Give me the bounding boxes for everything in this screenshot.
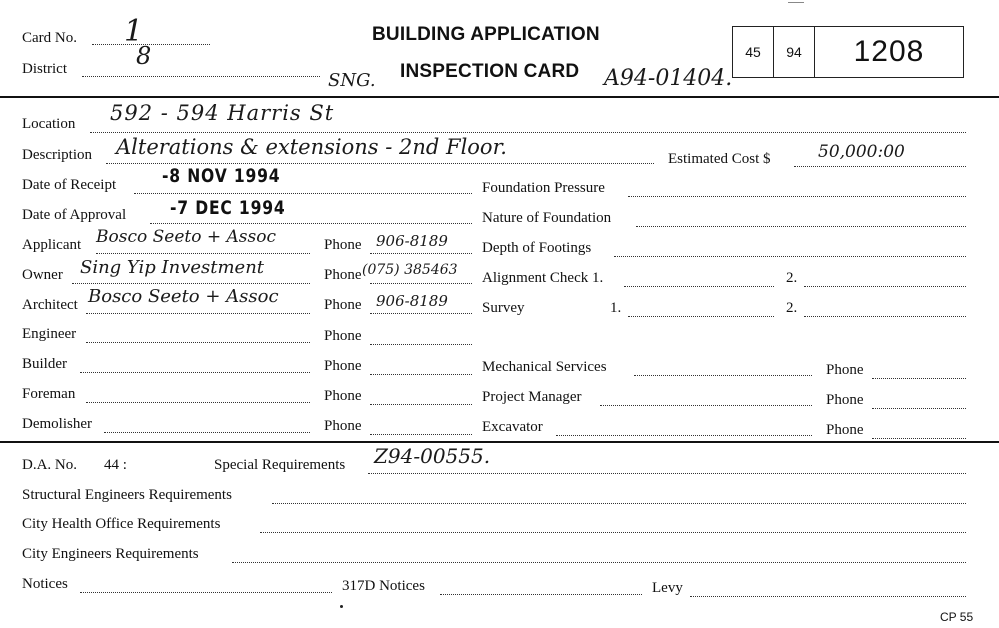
demolisher-line (104, 432, 310, 433)
project-manager-label: Project Manager (482, 389, 582, 405)
foreman-phone-line (370, 404, 472, 405)
foundation-pressure-label: Foundation Pressure (482, 180, 605, 196)
owner-phone-label: Phone (324, 267, 362, 283)
structural-requirements-label: Structural Engineers Requirements (22, 487, 232, 503)
mechanical-phone-line (872, 378, 966, 379)
description-label: Description (22, 147, 92, 163)
nature-foundation-line (636, 226, 966, 227)
special-requirements-label: Special Requirements (214, 457, 346, 473)
notices-label: Notices (22, 576, 68, 592)
engineer-label: Engineer (22, 326, 77, 342)
date-approval-label: Date of Approval (22, 207, 127, 223)
project-manager-phone-line (872, 408, 966, 409)
mechanical-line (634, 375, 812, 376)
builder-phone-line (370, 374, 472, 375)
location-value: 592 - 594 Harris St (110, 101, 335, 125)
reference-cell-1: 45 (733, 27, 774, 77)
city-engineers-line (232, 562, 966, 563)
middle-divider (0, 441, 999, 443)
foreman-line (86, 402, 310, 403)
district-label: District (22, 61, 67, 77)
engineer-phone-line (370, 344, 472, 345)
architect-value: Bosco Seeto + Assoc (88, 286, 279, 307)
notices-317d-line (440, 594, 642, 595)
reference-number: 1208 (853, 35, 925, 68)
reference-number-box (732, 26, 964, 78)
demolisher-phone-label: Phone (324, 418, 362, 434)
foreman-label: Foreman (22, 386, 76, 402)
location-line (90, 132, 966, 133)
builder-label: Builder (22, 356, 67, 372)
depth-footings-line (614, 256, 966, 257)
city-engineers-label: City Engineers Requirements (22, 546, 199, 562)
owner-phone-line (370, 283, 472, 284)
survey-two: 2. (786, 300, 798, 316)
levy-line (690, 596, 966, 597)
alignment-check-line-2 (804, 286, 966, 287)
special-requirements-value: Z94-00555. (374, 444, 491, 468)
date-receipt-label: Date of Receipt (22, 177, 117, 193)
stray-mark (340, 605, 343, 608)
description-value: Alterations & extensions - 2nd Floor. (116, 135, 507, 159)
foundation-pressure-line (628, 196, 966, 197)
title-line1: BUILDING APPLICATION (372, 24, 600, 45)
applicant-label: Applicant (22, 237, 82, 253)
applicant-value: Bosco Seeto + Assoc (96, 227, 276, 247)
top-mark (788, 2, 804, 3)
levy-label: Levy (652, 580, 683, 596)
survey-line-2 (804, 316, 966, 317)
owner-line (72, 283, 310, 284)
foreman-phone-label: Phone (324, 388, 362, 404)
excavator-phone-line (872, 438, 966, 439)
survey-line-1 (628, 316, 774, 317)
engineer-line (86, 342, 310, 343)
special-requirements-line (368, 473, 966, 474)
applicant-phone-line (370, 253, 472, 254)
owner-value: Sing Yip Investment (80, 257, 265, 278)
architect-phone-line (370, 313, 472, 314)
location-label: Location (22, 116, 76, 132)
demolisher-label: Demolisher (22, 416, 92, 432)
mechanical-phone-label: Phone (826, 362, 864, 378)
district-handwritten: SNG. (328, 70, 376, 91)
owner-phone-value: (075) 385463 (362, 262, 458, 278)
owner-label: Owner (22, 267, 63, 283)
date-receipt-line (134, 193, 472, 194)
notices-line (80, 592, 332, 593)
survey-label: Survey (482, 300, 525, 316)
builder-line (80, 372, 310, 373)
architect-phone-label: Phone (324, 297, 362, 313)
form-code: CP 55 (940, 610, 974, 624)
notices-317d-label: 317D Notices (342, 578, 425, 594)
depth-footings-label: Depth of Footings (482, 240, 592, 256)
district-line (82, 76, 320, 77)
health-requirements-label: City Health Office Requirements (22, 516, 221, 532)
applicant-phone-value: 906-8189 (376, 232, 448, 250)
applicant-line (96, 253, 310, 254)
excavator-label: Excavator (482, 419, 543, 435)
builder-phone-label: Phone (324, 358, 362, 374)
date-receipt-stamp: -8 NOV 1994 (162, 165, 281, 187)
alignment-check-label: Alignment Check 1. (482, 270, 604, 286)
date-approval-stamp: -7 DEC 1994 (170, 197, 286, 219)
project-manager-phone-label: Phone (826, 392, 864, 408)
da-no-value: 44 : (104, 457, 127, 473)
applicant-phone-label: Phone (324, 237, 362, 253)
project-manager-line (600, 405, 812, 406)
mechanical-label: Mechanical Services (482, 359, 607, 375)
excavator-line (556, 435, 812, 436)
excavator-phone-label: Phone (826, 422, 864, 438)
date-approval-line (150, 223, 472, 224)
health-requirements-line (260, 532, 966, 533)
engineer-phone-label: Phone (324, 328, 362, 344)
architect-phone-value: 906-8189 (376, 292, 448, 310)
alignment-check-line-1 (624, 286, 774, 287)
alignment-check-two: 2. (786, 270, 798, 286)
card-no-value: 1 (124, 14, 144, 49)
header-divider (0, 96, 999, 98)
estimated-cost-line (794, 166, 966, 167)
architect-label: Architect (22, 297, 78, 313)
estimated-cost-label: Estimated Cost $ (668, 151, 771, 167)
survey-one: 1. (610, 300, 622, 316)
card-no-label: Card No. (22, 30, 77, 46)
nature-foundation-label: Nature of Foundation (482, 210, 612, 226)
da-no-label: D.A. No. (22, 457, 77, 473)
title-line2: INSPECTION CARD (400, 61, 580, 82)
demolisher-phone-line (370, 434, 472, 435)
reference-cell-2: 94 (774, 27, 815, 77)
architect-line (86, 313, 310, 314)
description-line (106, 163, 654, 164)
application-number: A94-01404. (604, 66, 733, 91)
structural-requirements-line (272, 503, 966, 504)
estimated-cost-value: 50,000:00 (818, 142, 905, 162)
district-value: 8 (136, 42, 152, 70)
